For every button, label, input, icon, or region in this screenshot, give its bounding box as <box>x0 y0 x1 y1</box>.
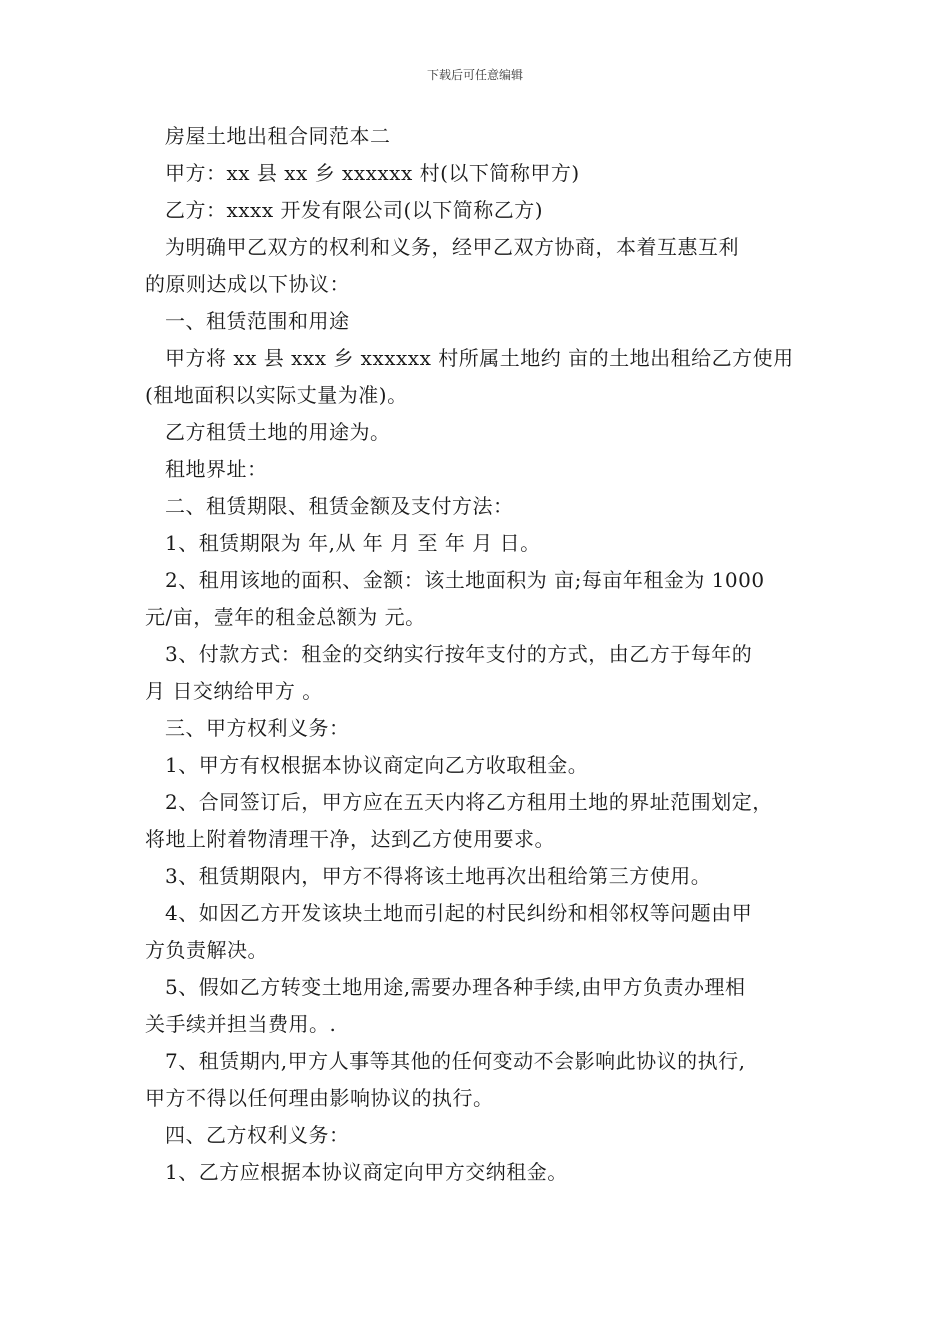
header-note: 下载后可任意编辑 <box>426 68 523 82</box>
document-line: 乙方：xxxx 开发有限公司(以下简称乙方) <box>165 198 544 222</box>
document-line: 2、合同签订后，甲方应在五天内将乙方租用土地的界址范围划定， <box>165 790 773 814</box>
document-line: 二、租赁期限、租赁金额及支付方法： <box>165 494 514 518</box>
document-line: 三、甲方权利义务： <box>165 716 350 740</box>
document-line: 5、假如乙方转变土地用途,需要办理各种手续,由甲方负责办理相 <box>165 975 746 999</box>
document-line: 的原则达成以下协议： <box>145 272 350 296</box>
document-line: 房屋土地出租合同范本二 <box>165 124 391 148</box>
document-line: 乙方租赁土地的用途为。 <box>165 420 391 444</box>
document-line: 元/亩，壹年的租金总额为 元。 <box>145 605 426 629</box>
document-line: (租地面积以实际丈量为准)。 <box>145 383 408 407</box>
document-line: 甲方：xx 县 xx 乡 xxxxxx 村(以下简称甲方) <box>165 161 580 185</box>
document-line: 四、乙方权利义务： <box>165 1123 350 1147</box>
document-body <box>145 118 810 1191</box>
document-line: 一、租赁范围和用途 <box>165 309 350 333</box>
document-line: 甲方将 xx 县 xxx 乡 xxxxxx 村所属土地约 亩的土地出租给乙方使用 <box>165 346 794 370</box>
document-line: 甲方不得以任何理由影响协议的执行。 <box>145 1086 494 1110</box>
document-line: 将地上附着物清理干净，达到乙方使用要求。 <box>145 827 555 851</box>
document-line: 2、租用该地的面积、金额：该土地面积为 亩;每亩年租金为 1000 <box>165 568 765 592</box>
document-line: 1、甲方有权根据本协议商定向乙方收取租金。 <box>165 753 589 777</box>
document-line: 3、租赁期限内，甲方不得将该土地再次出租给第三方使用。 <box>165 864 712 888</box>
document-line: 1、租赁期限为 年,从 年 月 至 年 月 日。 <box>165 531 541 555</box>
document-line: 3、付款方式：租金的交纳实行按年支付的方式，由乙方于每年的 <box>165 642 753 666</box>
document-line: 方负责解决。 <box>145 938 268 962</box>
document-line: 4、如因乙方开发该块土地而引起的村民纠纷和相邻权等问题由甲 <box>165 901 753 925</box>
document-line: 为明确甲乙双方的权利和义务，经甲乙双方协商，本着互惠互利 <box>165 235 739 259</box>
document-line: 月 日交纳给甲方 。 <box>145 679 323 703</box>
document-line: 7、租赁期内,甲方人事等其他的任何变动不会影响此协议的执行, <box>165 1049 746 1073</box>
document-line: 1、乙方应根据本协议商定向甲方交纳租金。 <box>165 1160 568 1184</box>
document-line: 关手续并担当费用。. <box>145 1012 337 1036</box>
document-line: 租地界址： <box>165 457 268 481</box>
